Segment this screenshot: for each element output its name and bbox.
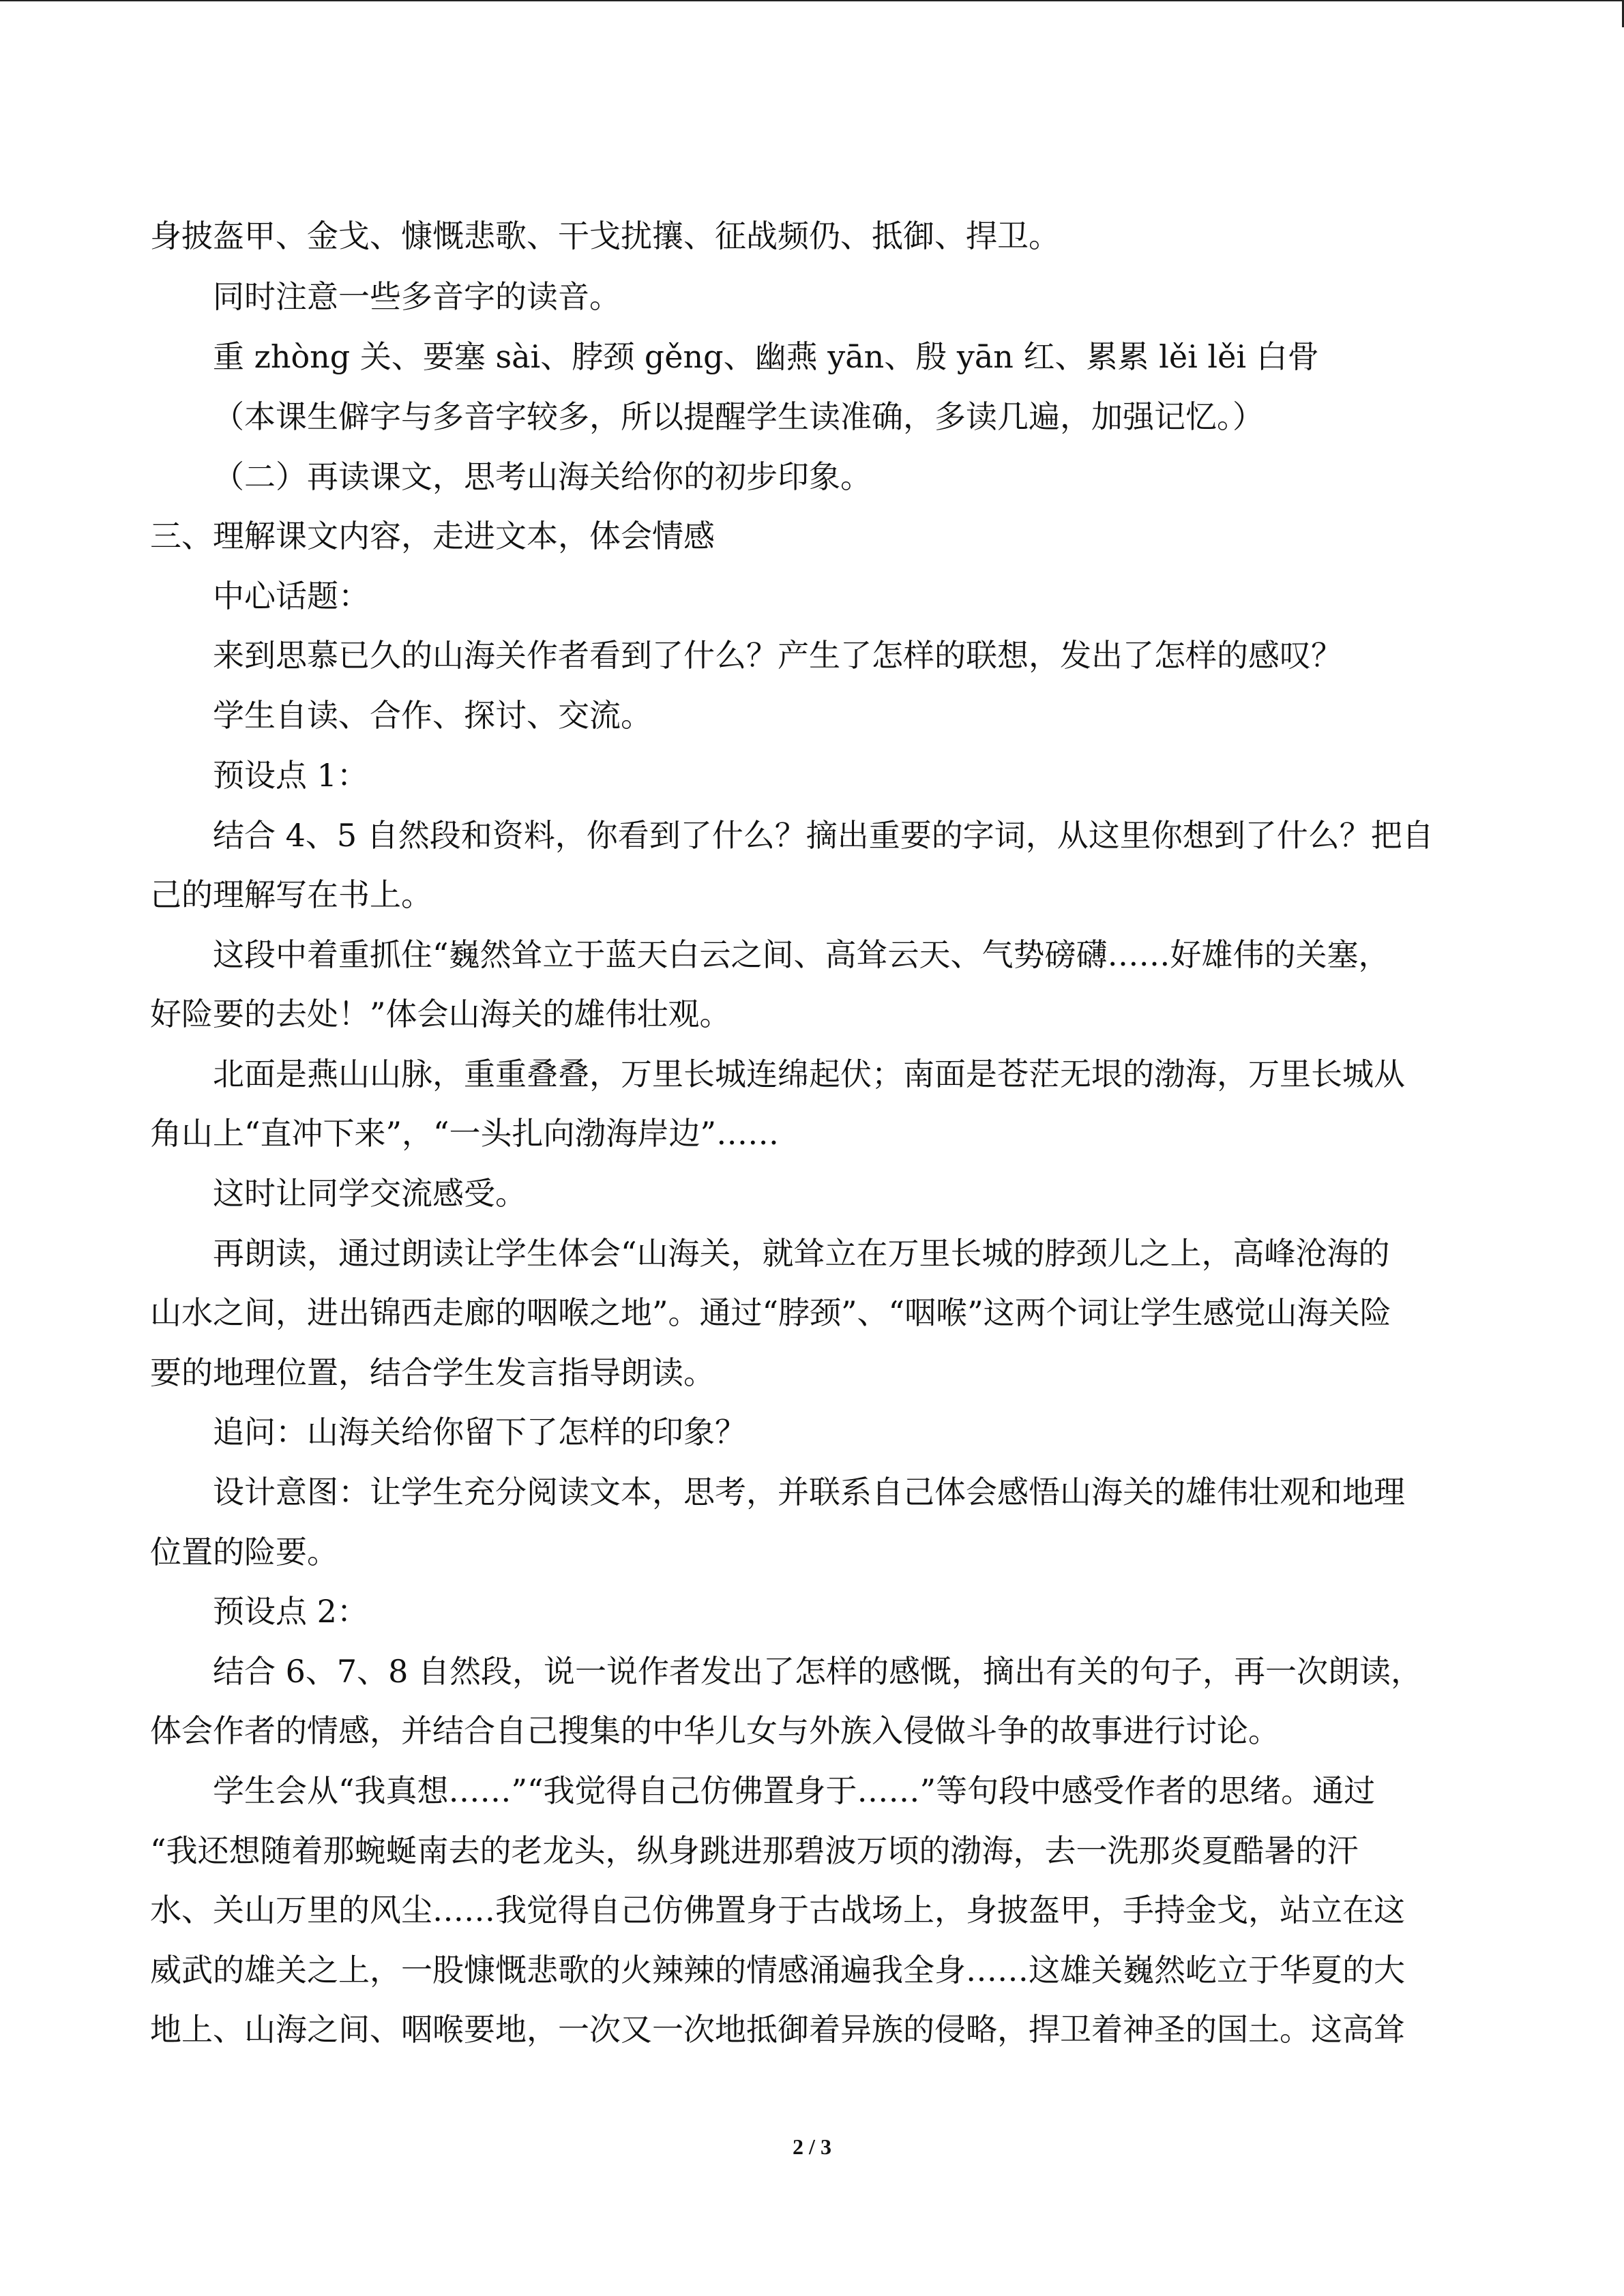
text-line: 位置的险要。 xyxy=(150,1534,338,1570)
text-line: 北面是燕山山脉，重重叠叠，万里长城连绵起伏；南面是苍茫无垠的渤海，万里长城从 xyxy=(213,1056,1405,1092)
text-line: 要的地理位置，结合学生发言指导朗读。 xyxy=(150,1354,715,1391)
text-line: 学生会从“我真想……”“我觉得自己仿佛置身于……”等句段中感受作者的思绪。通过 xyxy=(213,1772,1376,1809)
top-border xyxy=(0,0,1624,1)
text-line: 角山上“直冲下来”，“一头扎向渤海岸边”…… xyxy=(150,1115,780,1152)
text-line: 来到思慕已久的山海关作者看到了什么？产生了怎样的联想，发出了怎样的感叹？ xyxy=(213,637,1342,674)
text-line: 地上、山海之间、咽喉要地，一次又一次地抵御着异族的侵略，捍卫着神圣的国土。这高耸 xyxy=(150,2011,1405,2048)
text-line: 山水之间，进出锦西走廊的咽喉之地”。通过“脖颈”、“咽喉”这两个词让学生感觉山海关险 xyxy=(150,1294,1391,1331)
text-line: 身披盔甲、金戈、慷慨悲歌、干戈扰攘、征战频仍、抵御、捍卫。 xyxy=(150,218,1060,254)
text-line: 威武的雄关之上，一股慷慨悲歌的火辣辣的情感涌遍我全身……这雄关巍然屹立于华夏的大 xyxy=(150,1952,1405,1988)
text-line: 这时让同学交流感受。 xyxy=(213,1175,527,1212)
page-number: 2 / 3 xyxy=(793,2134,831,2159)
text-line: 结合 4、5 自然段和资料，你看到了什么？摘出重要的字词，从这里你想到了什么？把自 xyxy=(213,817,1434,854)
text-line: （本课生僻字与多音字较多，所以提醒学生读准确，多读几遍，加强记忆。） xyxy=(213,398,1264,435)
text-line: 体会作者的情感，并结合自己搜集的中华儿女与外族入侵做斗争的故事进行讨论。 xyxy=(150,1712,1280,1749)
text-line: 好险要的去处！”体会山海关的雄伟壮观。 xyxy=(150,996,731,1032)
section-heading: 三、理解课文内容，走进文本，体会情感 xyxy=(150,518,715,554)
text-line: 这段中着重抓住“巍然耸立于蓝天白云之间、高耸云天、气势磅礴……好雄伟的关塞， xyxy=(213,936,1390,973)
text-line: 重 zhòng 关、要塞 sài、脖颈 gěng、幽燕 yān、殷 yān 红、累累 lěi lěi 白骨 xyxy=(213,338,1319,375)
text-line: 追问：山海关给你留下了怎样的印象？ xyxy=(213,1414,746,1450)
text-line: 中心话题： xyxy=(213,578,370,614)
text-line: （二）再读课文，思考山海关给你的初步印象。 xyxy=(213,458,872,495)
text-line: 结合 6、7、8 自然段，说一说作者发出了怎样的感慨，摘出有关的句子，再一次朗读， xyxy=(213,1653,1423,1690)
text-line: 己的理解写在书上。 xyxy=(150,876,432,913)
text-line: 设计意图：让学生充分阅读文本，思考，并联系自己体会感悟山海关的雄伟壮观和地理 xyxy=(213,1474,1405,1510)
text-line: 再朗读，通过朗读让学生体会“山海关，就耸立在万里长城的脖颈儿之上，高峰沧海的 xyxy=(213,1235,1390,1272)
text-line: 学生自读、合作、探讨、交流。 xyxy=(213,697,652,734)
text-line: 预设点 2： xyxy=(213,1593,368,1630)
text-line: “我还想随着那蜿蜒南去的老龙头，纵身跳进那碧波万顷的渤海，去一洗那炎夏酷暑的汗 xyxy=(150,1832,1359,1869)
text-line: 预设点 1： xyxy=(213,757,368,794)
text-line: 水、关山万里的风尘……我觉得自己仿佛置身于古战场上，身披盔甲，手持金戈，站立在这 xyxy=(150,1892,1405,1928)
text-line: 同时注意一些多音字的读音。 xyxy=(213,278,621,315)
